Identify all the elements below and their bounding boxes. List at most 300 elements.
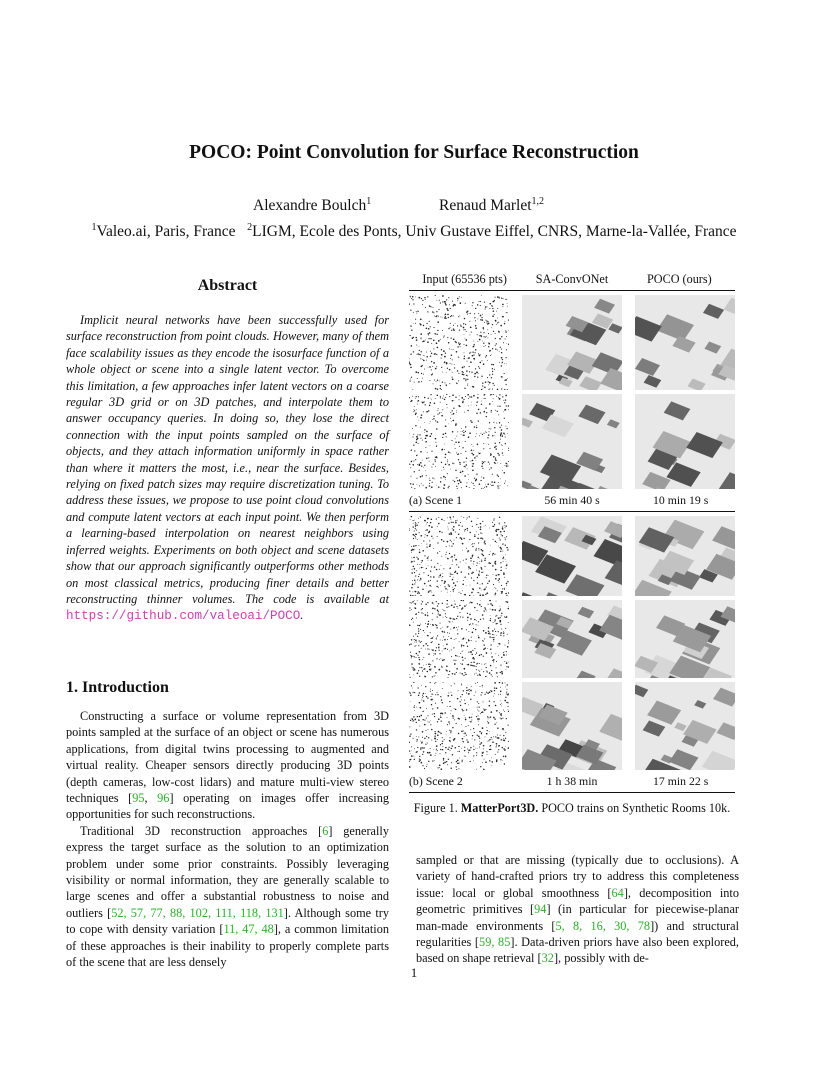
citation-link[interactable]: 6 [322, 823, 329, 838]
point [472, 735, 473, 736]
point [506, 384, 507, 385]
point [415, 323, 416, 324]
point [505, 746, 506, 747]
point [496, 601, 497, 602]
citation-link[interactable]: 64 [611, 885, 624, 900]
point [415, 319, 416, 320]
point [475, 327, 477, 329]
point [432, 676, 433, 677]
point [484, 560, 486, 562]
point [484, 398, 485, 399]
point [506, 595, 508, 596]
point [446, 384, 448, 386]
point [477, 397, 479, 399]
point [463, 435, 464, 436]
point [458, 453, 459, 454]
point [453, 349, 454, 350]
point [447, 764, 448, 765]
point [420, 516, 421, 517]
point [452, 579, 453, 580]
point [471, 372, 472, 373]
point [495, 593, 496, 594]
point [482, 327, 484, 329]
point [453, 618, 454, 619]
point [433, 637, 434, 638]
point [453, 328, 454, 329]
point [491, 761, 493, 763]
point [449, 304, 450, 305]
point [498, 488, 499, 489]
point [508, 405, 509, 406]
point [409, 644, 410, 646]
point [430, 522, 432, 524]
point [461, 572, 462, 573]
point [483, 644, 484, 645]
point [451, 745, 453, 747]
point [473, 354, 474, 355]
point [449, 396, 450, 397]
point [468, 752, 469, 753]
point [419, 702, 421, 704]
point [468, 569, 469, 570]
point [416, 752, 417, 753]
point [465, 339, 467, 341]
point [497, 350, 498, 351]
point [427, 342, 428, 343]
point [427, 626, 428, 627]
point [485, 608, 486, 609]
point [482, 319, 483, 320]
text-run: Traditional 3D reconstruction approaches [ [80, 823, 323, 838]
point [490, 563, 491, 564]
point [425, 686, 426, 687]
point [466, 692, 467, 693]
citation-link[interactable]: 59, 85 [479, 935, 511, 950]
point [469, 624, 470, 625]
scene-label: (a) Scene 1 [409, 493, 463, 507]
point [445, 433, 447, 435]
point [427, 648, 428, 649]
point [464, 736, 465, 737]
point [492, 389, 493, 390]
point [508, 606, 509, 607]
citation-link[interactable]: 32 [541, 951, 554, 966]
point [489, 633, 490, 634]
point [471, 402, 472, 403]
point [470, 747, 471, 748]
point [476, 372, 478, 374]
point [503, 654, 504, 655]
point [447, 604, 448, 605]
point [445, 316, 446, 317]
point [421, 373, 422, 374]
point [445, 464, 446, 465]
point [430, 754, 432, 756]
point [478, 527, 479, 528]
point [452, 378, 454, 380]
point [493, 659, 494, 660]
point [416, 478, 417, 479]
point [438, 486, 440, 488]
citation-link[interactable]: 94 [534, 902, 547, 917]
point [507, 549, 508, 550]
point [472, 352, 473, 353]
code-link[interactable]: https://github.com/valeoai/POCO [66, 609, 301, 624]
point [473, 595, 474, 596]
point [423, 485, 424, 486]
point [476, 548, 477, 549]
point [456, 606, 457, 607]
point [483, 745, 485, 747]
point [425, 435, 427, 437]
point [430, 571, 431, 572]
point [413, 520, 414, 521]
point [415, 545, 416, 546]
point [433, 416, 434, 417]
point [496, 761, 497, 762]
point [439, 623, 440, 624]
point [432, 624, 434, 626]
point [416, 739, 418, 741]
point [436, 647, 437, 648]
point [435, 295, 436, 296]
citation-link[interactable]: 95 [132, 791, 145, 806]
point [490, 394, 492, 395]
point [458, 373, 459, 374]
point [500, 479, 501, 480]
point [410, 354, 411, 355]
point [415, 297, 416, 298]
point [419, 470, 420, 471]
point [466, 461, 467, 462]
point [477, 707, 478, 708]
author-sup: 1,2 [531, 196, 545, 207]
point [482, 583, 483, 584]
point [488, 343, 490, 345]
point [494, 447, 496, 449]
point [463, 323, 464, 324]
point [481, 389, 482, 390]
point [425, 404, 426, 405]
point [417, 747, 418, 748]
point [459, 446, 460, 447]
point [442, 737, 443, 738]
scene2-row2 [409, 600, 735, 678]
point [450, 573, 451, 574]
point [418, 633, 419, 634]
point [485, 320, 486, 321]
point [498, 580, 499, 581]
point [466, 642, 467, 643]
point [505, 539, 506, 540]
point [484, 759, 485, 760]
point [459, 746, 460, 747]
point [467, 482, 468, 483]
point [473, 564, 474, 565]
point [500, 551, 501, 552]
point [504, 402, 505, 403]
point [481, 549, 483, 551]
point [456, 486, 457, 487]
introduction-body [66, 708, 389, 971]
figure-caption [409, 801, 735, 816]
point [508, 344, 509, 346]
point [416, 645, 417, 646]
point [508, 640, 509, 641]
point [439, 659, 440, 660]
point [474, 376, 475, 377]
point [422, 378, 423, 379]
point [423, 696, 424, 697]
point [480, 354, 481, 355]
point [471, 654, 473, 656]
point [442, 603, 443, 604]
point [495, 463, 496, 464]
point [473, 760, 474, 761]
point [484, 607, 485, 608]
point [412, 428, 413, 429]
point [409, 303, 410, 305]
point [488, 323, 490, 325]
point [424, 429, 426, 431]
point [449, 363, 450, 364]
point [453, 413, 455, 415]
point [450, 713, 451, 714]
point [443, 762, 445, 764]
point [417, 600, 418, 601]
point [466, 739, 467, 740]
point [477, 394, 478, 395]
point [476, 570, 477, 571]
point [496, 710, 497, 711]
point [439, 551, 440, 552]
point [450, 638, 452, 640]
point [495, 588, 496, 589]
point [482, 614, 484, 616]
point [476, 620, 477, 621]
point [416, 455, 417, 456]
citation-link[interactable]: 11, 47, 48 [223, 922, 274, 937]
point [502, 452, 503, 453]
point [494, 609, 496, 611]
point [424, 555, 425, 556]
point [493, 584, 494, 585]
point [414, 600, 415, 601]
point [458, 380, 459, 381]
point [497, 453, 498, 454]
point [412, 580, 413, 581]
citation-link[interactable]: 52, 57, 77, 88, 102, 111, 118, 131 [111, 905, 284, 920]
point [419, 760, 420, 761]
point [437, 739, 438, 740]
point [479, 339, 481, 341]
point [503, 455, 504, 456]
point [422, 731, 424, 733]
point [492, 553, 493, 554]
point [476, 455, 477, 456]
point [497, 727, 499, 729]
point [430, 724, 431, 725]
point [481, 572, 482, 573]
point [449, 621, 450, 622]
point [476, 433, 477, 434]
point [441, 449, 442, 450]
point [484, 638, 485, 639]
point [505, 555, 506, 556]
point [481, 477, 482, 478]
point [473, 341, 474, 342]
point [479, 367, 480, 368]
point [463, 374, 464, 375]
point [464, 715, 465, 716]
citation-link[interactable]: 5, 8, 16, 30, 78 [555, 918, 651, 933]
point [481, 319, 482, 320]
point [508, 608, 509, 610]
point [506, 465, 508, 467]
point [505, 601, 506, 602]
point [483, 641, 484, 642]
point [462, 471, 464, 473]
point [505, 559, 506, 560]
point [451, 522, 452, 523]
point [416, 557, 417, 558]
point [424, 369, 425, 370]
point [472, 546, 473, 547]
point [505, 544, 506, 545]
point [422, 601, 423, 602]
point [464, 594, 466, 596]
citation-link[interactable]: 96 [157, 791, 170, 806]
point [441, 539, 443, 541]
author-sup: 1 [366, 196, 372, 207]
point [417, 455, 418, 456]
point [461, 431, 462, 432]
point [432, 637, 434, 639]
point [416, 570, 417, 571]
point [428, 518, 429, 519]
point [457, 300, 458, 301]
point [451, 349, 452, 350]
point [481, 466, 483, 468]
point [453, 739, 455, 741]
point [492, 324, 493, 325]
point [463, 329, 464, 330]
point [504, 577, 505, 578]
point [474, 648, 475, 649]
point [423, 693, 425, 695]
point [506, 702, 507, 703]
point [423, 401, 424, 402]
point [489, 303, 491, 305]
point [489, 388, 490, 389]
point [425, 693, 426, 694]
point [464, 399, 465, 400]
point [444, 739, 445, 740]
point [436, 366, 437, 367]
point [474, 317, 475, 318]
point [481, 654, 482, 655]
point [494, 718, 495, 719]
point [504, 321, 505, 322]
point [452, 727, 453, 728]
point [493, 639, 495, 641]
point [459, 315, 460, 316]
point [508, 711, 509, 712]
point [485, 308, 486, 309]
author-name: Renaud Marlet [439, 197, 532, 215]
point [410, 401, 411, 402]
point [503, 557, 504, 558]
point [437, 395, 439, 397]
point [445, 397, 446, 398]
point [478, 721, 479, 722]
point [475, 748, 476, 749]
point [464, 577, 465, 578]
point [410, 677, 411, 678]
point [419, 759, 420, 760]
point [467, 613, 468, 614]
point [410, 652, 411, 653]
point [438, 644, 440, 646]
point [500, 633, 501, 634]
point [483, 443, 484, 444]
point [461, 699, 462, 700]
point [480, 766, 481, 767]
point [459, 656, 460, 657]
point [429, 722, 430, 723]
point [506, 568, 507, 569]
point [502, 436, 503, 437]
point [470, 568, 472, 570]
point [436, 625, 438, 627]
point [413, 669, 414, 670]
point [465, 719, 467, 721]
point [471, 640, 472, 641]
point [447, 749, 449, 751]
point [428, 556, 429, 557]
point [414, 561, 415, 562]
point [423, 747, 425, 749]
point [463, 462, 464, 463]
point [411, 572, 413, 574]
point [430, 590, 431, 591]
point [478, 735, 480, 737]
point [413, 549, 414, 550]
point [463, 675, 464, 676]
point [462, 761, 463, 762]
point [446, 734, 447, 735]
point [450, 358, 451, 359]
point [453, 526, 455, 528]
point [457, 370, 459, 372]
point [493, 661, 494, 662]
point [493, 641, 494, 642]
point [430, 338, 431, 339]
point [437, 750, 438, 751]
point [474, 695, 475, 696]
point [449, 723, 450, 724]
point [430, 696, 431, 697]
point [477, 304, 478, 305]
point [413, 682, 414, 683]
point [504, 730, 505, 731]
point [433, 548, 434, 549]
point [475, 308, 476, 309]
point [464, 755, 465, 756]
point [466, 690, 467, 691]
point [417, 591, 418, 592]
point [488, 444, 489, 445]
